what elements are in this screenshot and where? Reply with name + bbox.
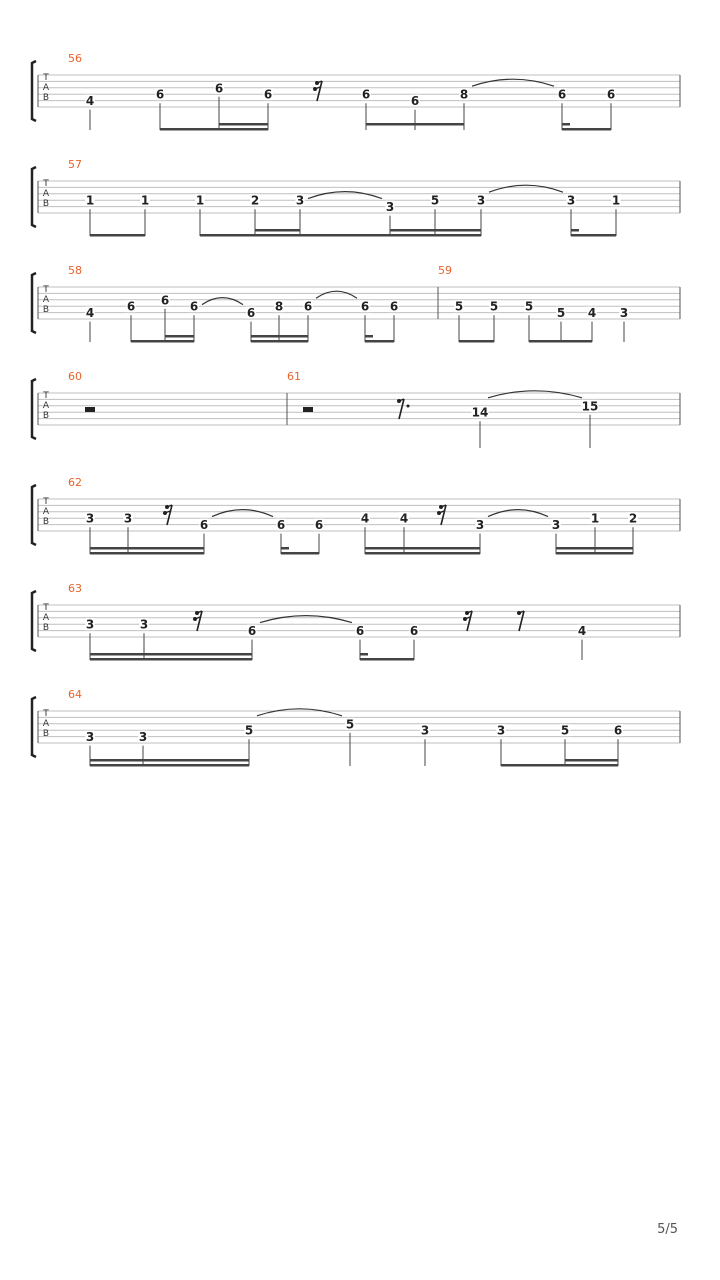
tab-clef-letter: T [43,73,49,83]
system-bracket [32,167,36,227]
fret-number: 6 [246,306,256,321]
beam [459,340,494,343]
system-bracket [32,485,36,545]
fret-number: 5 [524,299,534,314]
measure-number: 58 [68,264,82,277]
measure-number: 60 [68,370,82,383]
beam-stub [365,335,373,338]
fret-number: 6 [361,87,371,102]
page-number: 5/5 [657,1222,678,1237]
half-rest [303,407,313,412]
beam [365,340,394,343]
tab-clef-letter: B [42,729,50,739]
tab-clef-letter: T [43,391,49,401]
fret-number: 6 [355,624,365,639]
tab-system [32,688,680,767]
fret-number: 6 [160,293,170,308]
fret-number: 3 [85,730,95,745]
beam [366,123,464,126]
fret-number: 3 [551,518,561,533]
fret-number: 5 [556,306,566,321]
fret-number: 8 [459,87,469,102]
tab-clef-letter: A [42,401,50,411]
fret-number: 3 [476,193,486,208]
fret-number: 6 [409,624,419,639]
fret-number: 8 [274,299,284,314]
fret-number: 6 [410,94,420,109]
beam [556,547,633,550]
tab-clef-letter: T [43,603,49,613]
half-rest [85,407,95,412]
beam [251,335,308,338]
tab-clef-letter: A [42,189,50,199]
tie-arc [488,391,582,398]
tie-arc [472,79,554,86]
tab-clef-letter: B [42,93,50,103]
system-bracket [32,61,36,121]
fret-number: 3 [295,193,305,208]
fret-number: 6 [314,518,324,533]
fret-number: 5 [454,299,464,314]
system-bracket [32,697,36,757]
beam [390,229,481,232]
fret-number: 5 [430,193,440,208]
measure-number: 62 [68,476,82,489]
beam-stub [360,653,368,656]
tab-clef-letter: T [43,285,49,295]
beam [571,234,616,237]
fret-number: 4 [85,306,95,321]
fret-number: 1 [140,193,150,208]
tie-arc [260,616,352,623]
beam [501,764,618,767]
tab-clef-letter: B [42,411,50,421]
beam [165,335,194,338]
fret-number: 6 [189,299,199,314]
beam [251,340,308,343]
tab-clef-letter: B [42,199,50,209]
fret-number: 3 [475,518,485,533]
beam [556,552,633,555]
beam [90,653,252,656]
measure-number: 56 [68,52,82,65]
beam-stub [281,547,289,550]
tie-arc [316,291,357,298]
fret-number: 4 [577,624,587,639]
beam [200,234,300,237]
tab-system [32,52,680,131]
fret-number: 3 [139,617,149,632]
fret-number: 5 [345,717,355,732]
fret-number: 6 [557,87,567,102]
fret-number: 4 [360,511,370,526]
fret-number: 6 [389,299,399,314]
measure-number: 61 [287,370,301,383]
beam [562,128,611,131]
tie-arc [308,192,382,199]
measure-number: 57 [68,158,82,171]
system-bracket [32,591,36,651]
measure-number: 63 [68,582,82,595]
beam [365,547,480,550]
system-bracket [32,379,36,439]
tab-clef-letter: T [43,497,49,507]
fret-number: 6 [276,518,286,533]
beam [90,547,204,550]
tab-system [32,264,680,343]
tab-clef-letter: T [43,709,49,719]
fret-number: 6 [606,87,616,102]
beam [160,128,268,131]
tab-clef-letter: A [42,613,50,623]
fret-number: 4 [85,94,95,109]
beam [365,552,480,555]
fret-number: 3 [85,511,95,526]
fret-number: 3 [123,511,133,526]
fret-number: 4 [587,306,597,321]
tie-arc [202,298,243,305]
fret-number: 1 [195,193,205,208]
fret-number: 3 [85,617,95,632]
fret-number: 5 [560,723,570,738]
beam [90,764,249,767]
beam [529,340,592,343]
tie-arc [212,510,273,517]
fret-number: 3 [138,730,148,745]
beam [131,340,194,343]
beam [219,123,268,126]
fret-number: 5 [489,299,499,314]
tab-clef-letter: B [42,305,50,315]
fret-number: 1 [611,193,621,208]
tab-system [32,370,680,448]
tie-arc [488,510,548,517]
fret-number: 3 [385,200,395,215]
tab-system [32,476,680,555]
fret-number: 3 [566,193,576,208]
tab-system [32,158,680,237]
fret-number: 2 [628,511,638,526]
fret-number: 6 [155,87,165,102]
tab-clef-letter: T [43,179,49,189]
tie-arc [489,185,563,192]
beam [360,658,414,661]
fret-number: 4 [399,511,409,526]
system-bracket [32,273,36,333]
fret-number: 15 [581,399,599,414]
fret-number: 6 [214,81,224,96]
beam-stub [562,123,570,126]
fret-number: 6 [303,299,313,314]
measure-number: 59 [438,264,452,277]
tab-clef-letter: B [42,623,50,633]
fret-number: 1 [85,193,95,208]
tab-system [32,582,680,661]
beam [90,658,252,661]
rest-dot [407,405,410,408]
fret-number: 2 [250,193,260,208]
tab-clef-letter: A [42,719,50,729]
beam [565,759,618,762]
tab-clef-letter: A [42,507,50,517]
fret-number: 3 [619,306,629,321]
fret-number: 6 [613,723,623,738]
tab-clef-letter: B [42,517,50,527]
beam [90,234,145,237]
beam-stub [571,229,579,232]
fret-number: 5 [244,723,254,738]
beam [300,234,481,237]
fret-number: 3 [420,723,430,738]
fret-number: 6 [247,624,257,639]
fret-number: 1 [590,511,600,526]
fret-number: 3 [496,723,506,738]
fret-number: 6 [126,299,136,314]
beam [90,552,204,555]
beam [90,759,249,762]
tab-clef-letter: A [42,83,50,93]
beam [255,229,300,232]
beam [281,552,319,555]
fret-number: 6 [199,518,209,533]
tab-clef-letter: A [42,295,50,305]
fret-number: 6 [263,87,273,102]
tie-arc [257,709,342,716]
fret-number: 6 [360,299,370,314]
measure-number: 64 [68,688,82,701]
fret-number: 14 [471,405,489,420]
